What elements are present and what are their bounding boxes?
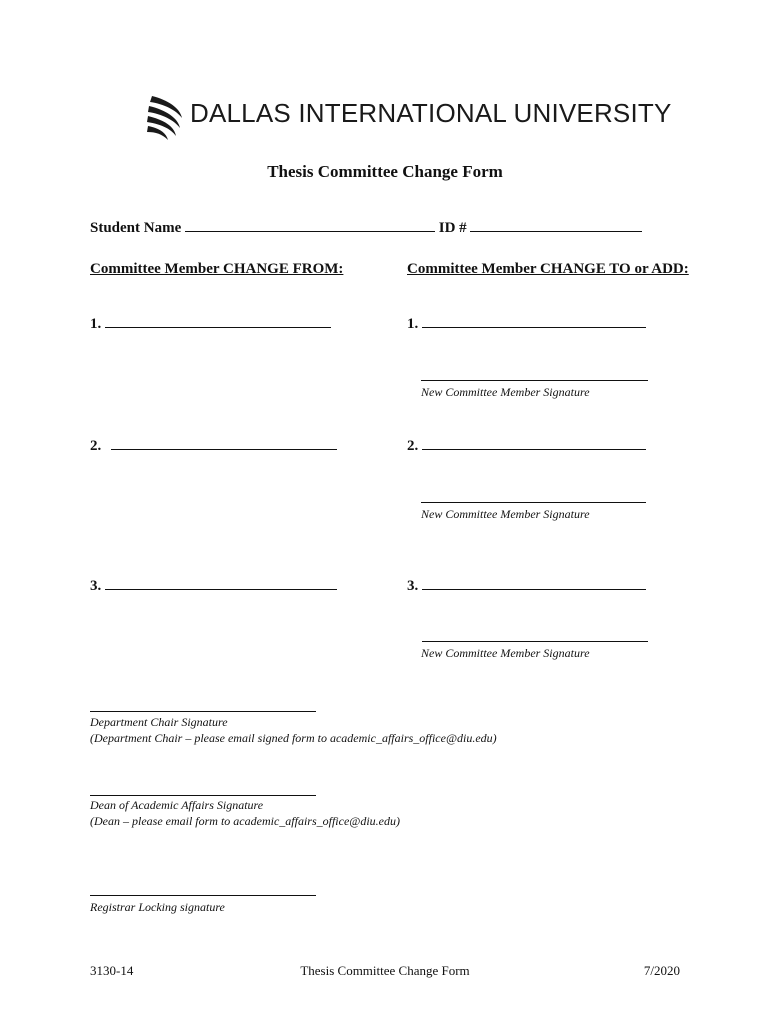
dean-signature-line[interactable] (90, 795, 316, 796)
student-name-field[interactable] (185, 218, 435, 232)
dept-chair-signature-line[interactable] (90, 711, 316, 712)
change-to-item-2 (407, 436, 646, 455)
id-field[interactable] (470, 218, 642, 232)
item-number: 1. (407, 316, 419, 332)
university-logo (146, 92, 672, 142)
student-name-label: Student Name (90, 220, 182, 236)
registrar-label: Registrar Locking signature (90, 900, 225, 914)
change-from-field-3[interactable] (105, 576, 337, 590)
dean-label: Dean of Academic Affairs Signature (90, 798, 264, 812)
item-number: 3. (90, 578, 102, 594)
change-from-field-1[interactable] (105, 314, 331, 328)
new-member-signature-line-2[interactable] (421, 502, 646, 503)
footer-date: 7/2020 (643, 963, 680, 978)
change-to-item-3 (407, 576, 646, 595)
dept-chair-note: (Department Chair – please email signed form to academic_affairs_office@diu.edu) (90, 731, 497, 745)
new-member-signature-label-1: New Committee Member Signature (421, 385, 590, 399)
new-member-signature-line-1[interactable] (421, 380, 648, 381)
dept-chair-label: Department Chair Signature (90, 715, 228, 729)
new-member-signature-label-3: New Committee Member Signature (421, 646, 590, 660)
item-number: 1. (90, 316, 102, 332)
change-from-field-2[interactable] (111, 436, 337, 450)
change-to-item-1 (407, 314, 646, 333)
change-to-header: Committee Member CHANGE TO or ADD: (407, 261, 689, 277)
item-number: 2. (407, 438, 419, 454)
change-from-header: Committee Member CHANGE FROM: (90, 261, 344, 277)
id-label: ID # (438, 220, 467, 236)
form-title: Thesis Committee Change Form (267, 162, 503, 181)
university-swoosh-icon (146, 92, 186, 142)
change-from-item-1 (90, 314, 331, 333)
change-to-field-2[interactable] (422, 436, 646, 450)
item-number: 2. (90, 438, 102, 454)
student-name-row (90, 218, 642, 237)
change-to-field-1[interactable] (422, 314, 646, 328)
footer-form-name: Thesis Committee Change Form (300, 963, 470, 978)
university-name: DALLAS INTERNATIONAL UNIVERSITY (190, 98, 672, 128)
change-from-item-3 (90, 576, 337, 595)
item-number: 3. (407, 578, 419, 594)
new-member-signature-line-3[interactable] (422, 641, 648, 642)
new-member-signature-label-2: New Committee Member Signature (421, 507, 590, 521)
footer-form-number: 3130-14 (90, 963, 134, 978)
dean-note: (Dean – please email form to academic_affairs_office@diu.edu) (90, 814, 400, 828)
change-from-item-2 (90, 436, 337, 455)
change-to-field-3[interactable] (422, 576, 646, 590)
registrar-signature-line[interactable] (90, 895, 316, 896)
